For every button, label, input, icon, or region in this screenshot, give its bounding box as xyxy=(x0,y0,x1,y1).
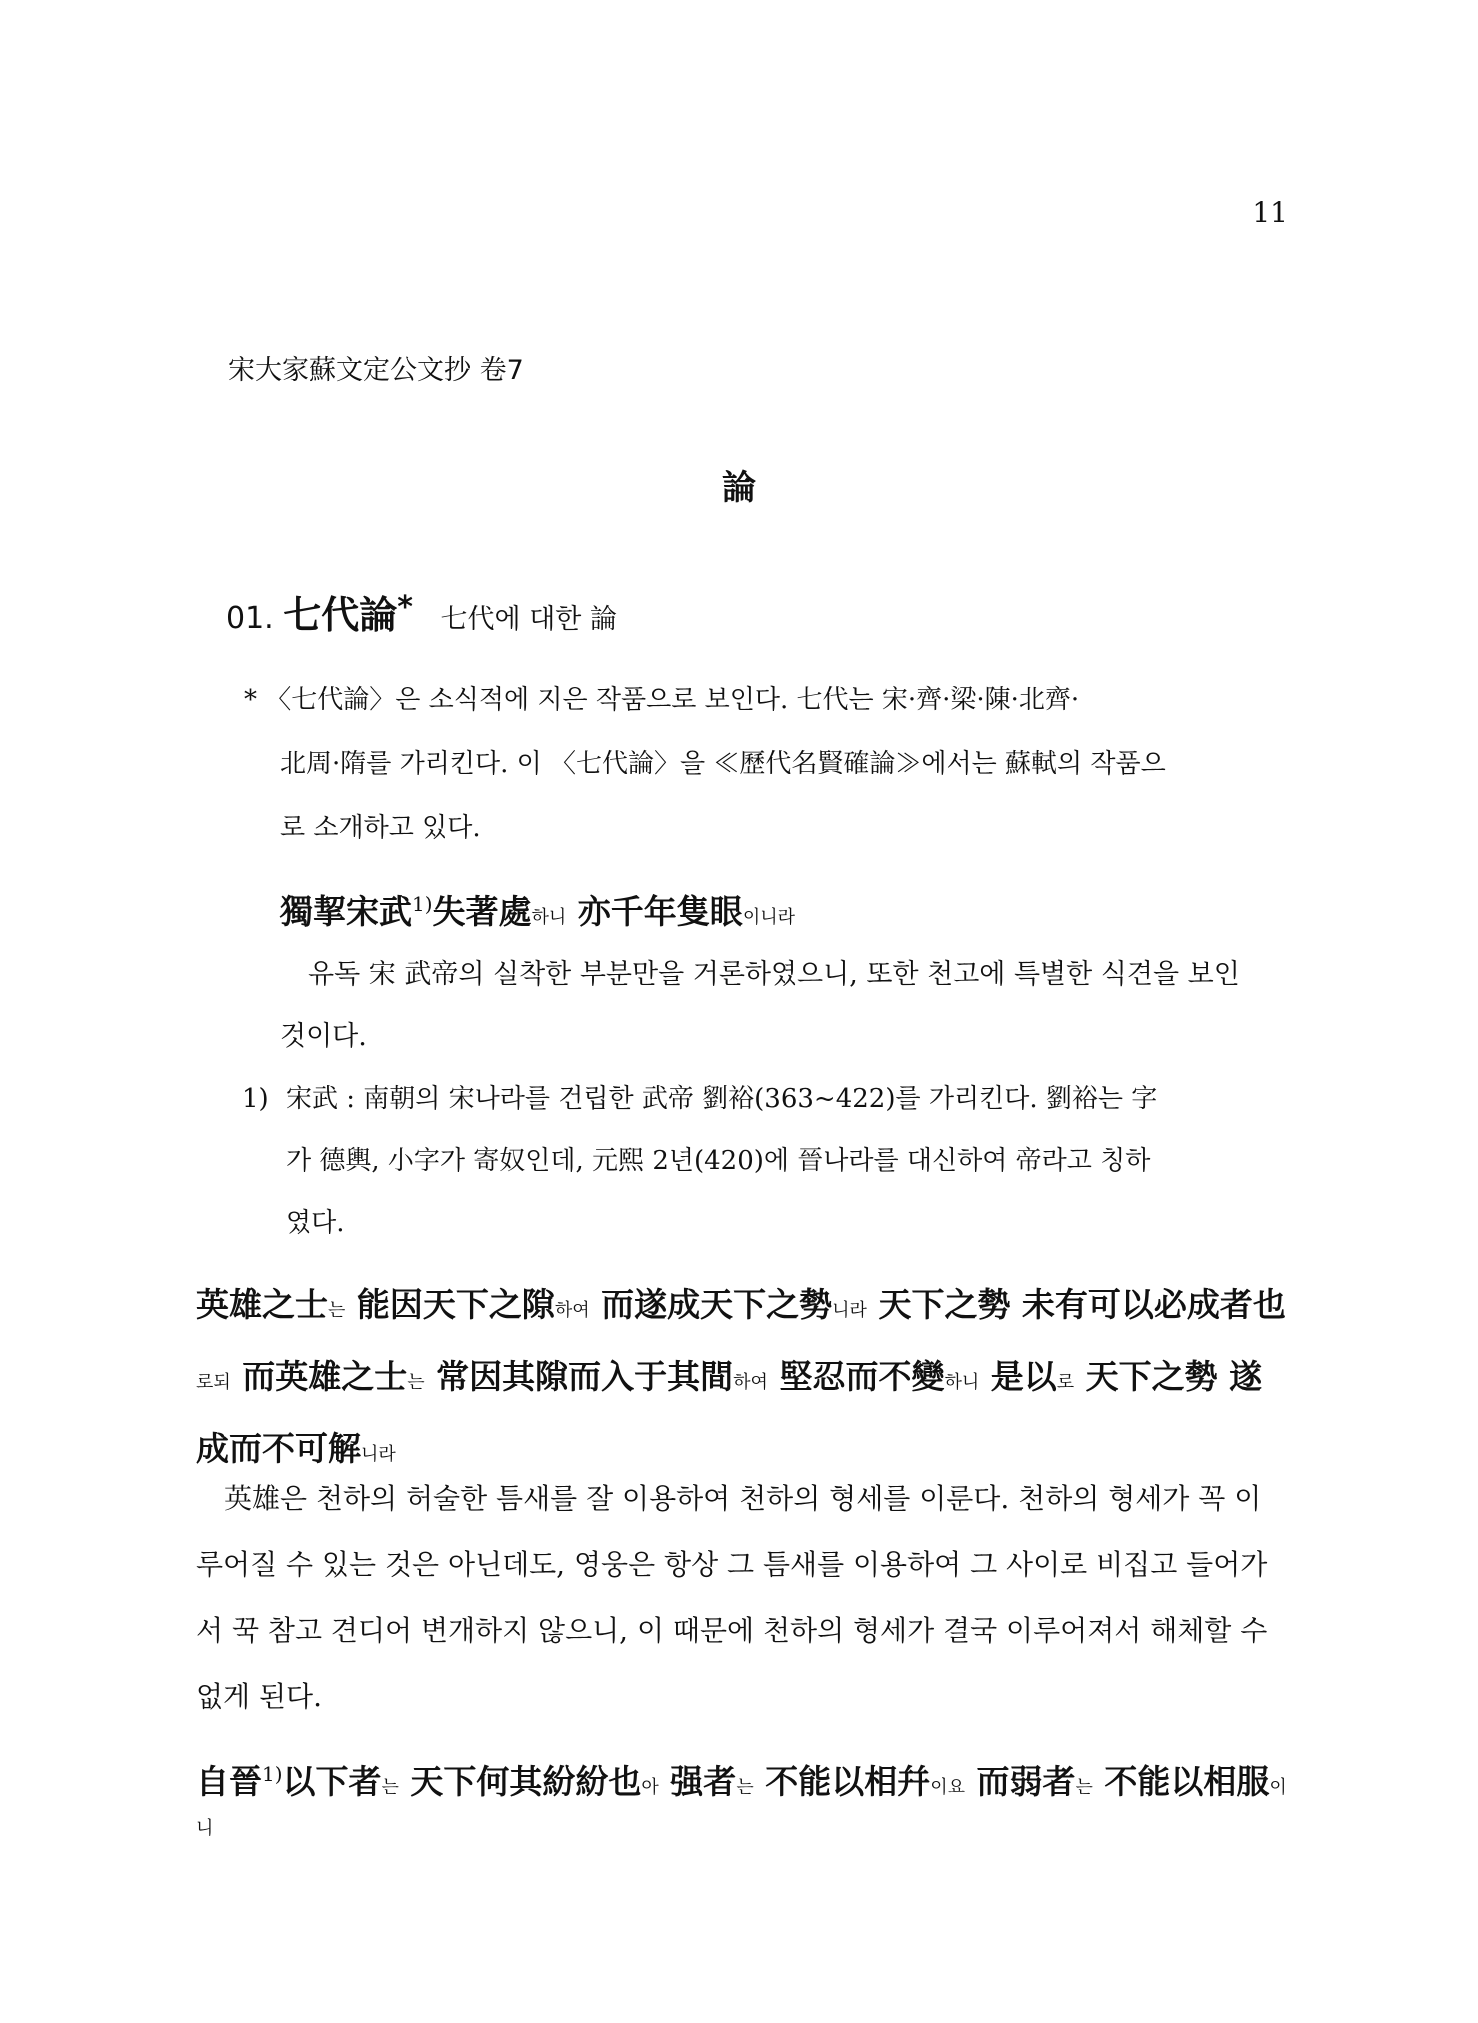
chapter-heading xyxy=(226,584,617,639)
original-text: 强者 xyxy=(658,1762,737,1801)
main-original-paragraph xyxy=(196,1272,1286,1488)
original-text: 以下者 xyxy=(282,1762,382,1801)
particle: 니라 xyxy=(361,1444,396,1465)
heading-subtitle: 七代에 대한 論 xyxy=(440,604,617,635)
original-text: 能因天下之隙 xyxy=(345,1285,555,1324)
particle: 하여 xyxy=(733,1372,768,1393)
footnote-ref: 1) xyxy=(262,1762,283,1786)
particle: 하여 xyxy=(554,1300,590,1321)
star-note xyxy=(244,668,1254,860)
original-text: 不能以相幷 xyxy=(753,1762,931,1801)
original-text: 天下何其紛紛也 xyxy=(398,1762,642,1801)
star-note-text: 로 소개하고 있다. xyxy=(280,813,481,843)
particle: 이니 xyxy=(196,1777,1287,1839)
second-original-paragraph xyxy=(196,1756,1296,1842)
footnote-label: 1) xyxy=(242,1084,269,1114)
particle: 이요 xyxy=(930,1777,965,1798)
original-text: 而遂成天下之勢 xyxy=(589,1285,833,1324)
quote-text: 亦千年隻眼 xyxy=(566,892,743,931)
footnote-text: 였다. xyxy=(286,1208,345,1238)
heading-footnote-mark: * xyxy=(397,590,413,625)
star-note-text: 〈七代論〉은 소식적에 지은 작품으로 보인다. 七代는 宋·齊·梁·陳·北齊· xyxy=(265,685,1080,715)
particle: 로되 xyxy=(196,1372,231,1393)
star-note-text: 北周·隋를 가리킨다. 이 〈七代論〉을 ≪歷代名賢確論≫에서는 蘇軾의 작품으 xyxy=(280,749,1166,779)
original-text: 堅忍而不變 xyxy=(767,1357,945,1396)
original-text: 天下之勢 未有可以必成者也 xyxy=(866,1285,1286,1324)
page-number: 11 xyxy=(1252,196,1288,229)
particle: 아 xyxy=(641,1777,659,1798)
original-text-quote xyxy=(280,886,795,933)
original-text: 不能以相服 xyxy=(1092,1762,1270,1801)
particle: 는 xyxy=(1075,1777,1093,1798)
particle: 는 xyxy=(328,1300,346,1321)
particle: 하니 xyxy=(944,1372,980,1393)
heading-number: 01. xyxy=(226,601,274,636)
heading-title: 七代論 xyxy=(283,592,398,637)
footnote-text: 宋武 : 南朝의 宋나라를 건립한 武帝 劉裕(363~422)를 가리킨다. 劉裕는 字 xyxy=(286,1084,1158,1114)
quote-particle: 이니라 xyxy=(742,907,795,928)
footnote-text: 가 德輿, 小字가 寄奴인데, 元熙 2년(420)에 晉나라를 대신하여 帝라고 칭하 xyxy=(286,1146,1151,1176)
quote-text: 獨挈宋武 xyxy=(280,892,412,931)
quote-translation: 유독 宋 武帝의 실착한 부분만을 거론하였으니, 또한 천고에 특별한 식견을 보인 것이다. xyxy=(280,959,1240,1052)
section-title: 論 xyxy=(722,468,756,508)
particle: 로 xyxy=(1056,1372,1075,1393)
quote-text: 失著處 xyxy=(432,892,532,931)
quote-particle: 하니 xyxy=(531,907,567,928)
particle: 는 xyxy=(381,1777,399,1798)
original-text: 常因其隙而入于其間 xyxy=(424,1357,734,1396)
star-note-line xyxy=(244,668,1254,732)
particle: 는 xyxy=(736,1777,754,1798)
original-text: 是以 xyxy=(979,1357,1057,1396)
main-translation: 英雄은 천하의 허술한 틈새를 잘 이용하여 천하의 형세를 이룬다. 천하의 형세가 꼭 이루어질 수 있는 것은 아닌데도, 영웅은 항상 그 틈새를 이용하여 그 사이로 비집고 들어가서 꾹 참고 견디어 변개하지 않으니, 이 때문에 천하의 형세가 결국 이루어져서 해체할 수 없게 된다. xyxy=(196,1482,1268,1713)
original-text: 而英雄之士 xyxy=(230,1357,408,1396)
original-text: 自晉 xyxy=(196,1762,262,1801)
original-text: 而弱者 xyxy=(964,1762,1076,1801)
footnote-1 xyxy=(242,1068,1262,1254)
original-text: 天下之勢 遂成而不可解 xyxy=(196,1357,1263,1468)
footnote-ref: 1) xyxy=(412,892,433,916)
particle: 는 xyxy=(407,1372,425,1393)
particle: 니라 xyxy=(832,1300,867,1321)
book-title: 宋大家蘇文定公文抄 卷7 xyxy=(228,355,524,386)
original-text: 英雄之士 xyxy=(196,1285,328,1324)
star-note-marker: * xyxy=(244,685,257,715)
